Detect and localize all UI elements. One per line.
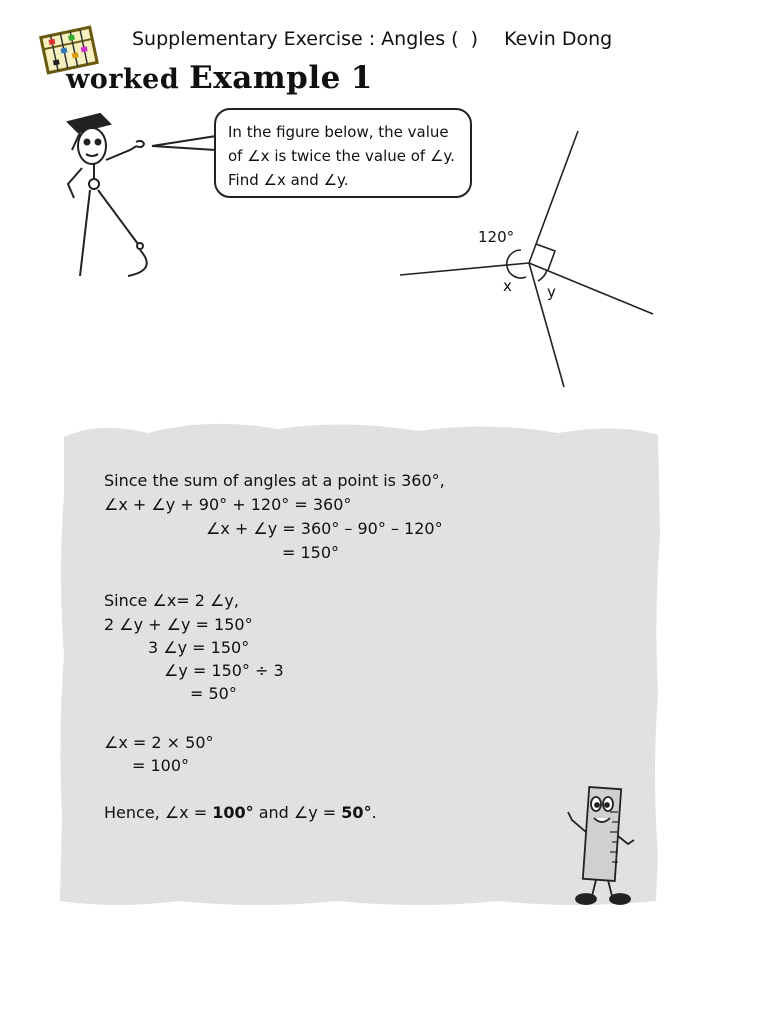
bubble-line-1: In the figure below, the value: [228, 123, 449, 141]
page-header: [132, 28, 612, 50]
solution-line-11: = 100°: [132, 756, 190, 775]
conclusion-mid: and ∠y =: [253, 803, 342, 822]
bubble-line-2: of ∠x is twice the value of ∠y.: [228, 147, 455, 165]
worked-example-title: [66, 60, 373, 96]
solution-line-3: ∠x + ∠y = 360° – 90° – 120°: [206, 519, 443, 538]
solution-line-5: Since ∠x= 2 ∠y,: [104, 591, 239, 610]
solution-line-2: ∠x + ∠y + 90° + 120° = 360°: [104, 495, 352, 514]
header-title: Supplementary Exercise : Angles ( ): [132, 28, 479, 50]
conclusion-end: .: [371, 803, 377, 822]
answer-y: 50°: [341, 803, 372, 822]
solution-line-1: Since the sum of angles at a point is 360°,: [104, 471, 445, 490]
solution-line-10: ∠x = 2 × 50°: [104, 733, 214, 752]
conclusion-line: [104, 803, 377, 822]
angle-x-label: x: [503, 277, 512, 295]
bubble-tail: [150, 128, 220, 158]
ruler-character: [562, 782, 642, 908]
example-word: Example: [189, 60, 341, 96]
solution-line-8: ∠y = 150° ÷ 3: [164, 661, 284, 680]
angle-figure: [395, 125, 665, 395]
bubble-line-3: Find ∠x and ∠y.: [228, 171, 349, 189]
solution-line-6: 2 ∠y + ∠y = 150°: [104, 615, 253, 634]
answer-x: 100°: [212, 803, 254, 822]
header-author: Kevin Dong: [504, 28, 613, 50]
angle-y-label: y: [547, 283, 556, 301]
worked-word: worked: [66, 64, 180, 95]
angle-120-label: 120°: [478, 228, 515, 246]
solution-line-7: 3 ∠y = 150°: [148, 638, 250, 657]
example-number: 1: [350, 60, 373, 96]
conclusion-prefix: Hence, ∠x =: [104, 803, 213, 822]
solution-line-4: = 150°: [282, 543, 340, 562]
solution-line-9: = 50°: [190, 684, 237, 703]
